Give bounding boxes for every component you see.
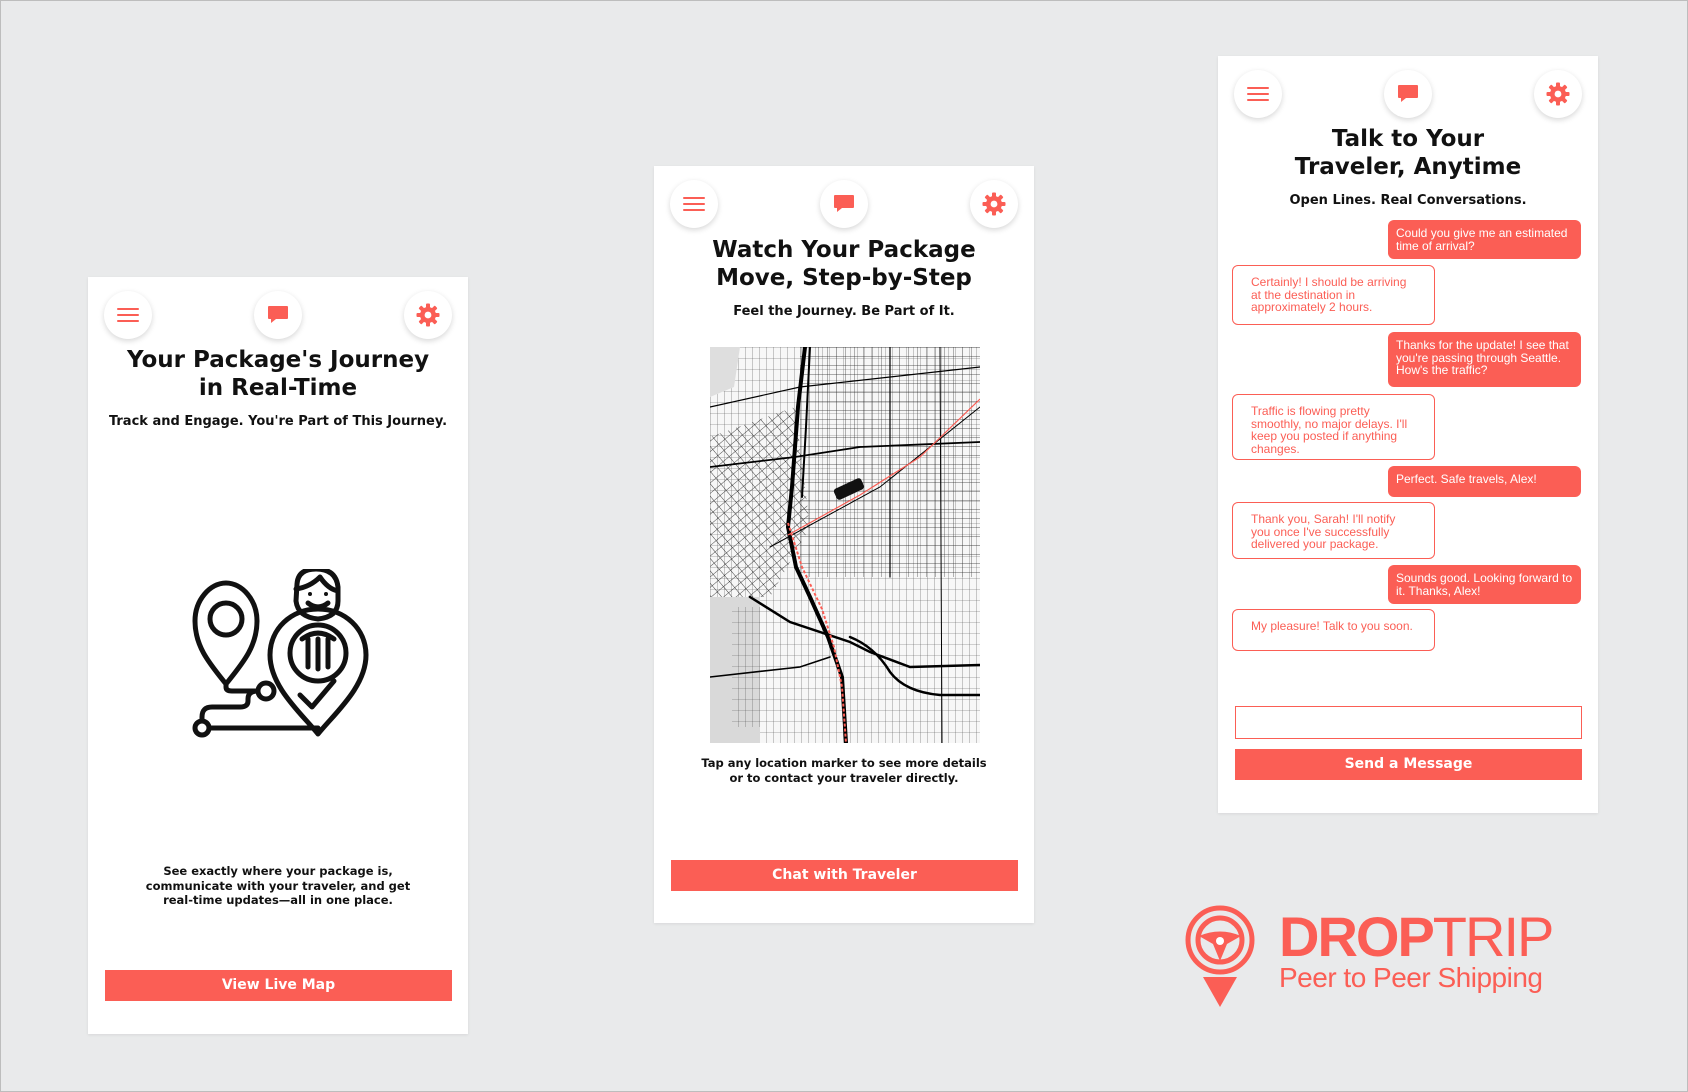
gear-icon	[416, 303, 440, 327]
chat-bubble-icon	[1397, 84, 1419, 104]
page-title	[664, 236, 1024, 292]
page-subtitle: Feel the Journey. Be Part of It.	[733, 304, 955, 319]
title-line-1: Your Package's Journey	[126, 347, 430, 373]
message-incoming[interactable]: My pleasure! Talk to you soon.	[1232, 609, 1435, 651]
map-hint	[694, 756, 994, 785]
message-outgoing[interactable]: Could you give me an estimated time of arrival?	[1388, 220, 1581, 259]
menu-button[interactable]	[1234, 70, 1282, 118]
page-subtitle: Open Lines. Real Conversations.	[1289, 193, 1527, 208]
hamburger-icon	[117, 307, 139, 323]
message-input[interactable]	[1235, 706, 1582, 739]
message-outgoing[interactable]: Perfect. Safe travels, Alex!	[1388, 466, 1581, 497]
screen-journey	[88, 277, 468, 1034]
title-line-2: Traveler, Anytime	[1294, 154, 1522, 180]
description-line: See exactly where your package is,	[163, 864, 393, 878]
screen-tracking-map	[654, 166, 1034, 923]
hamburger-icon	[683, 196, 705, 212]
top-bar	[88, 277, 468, 357]
page-subtitle: Track and Engage. You're Part of This Journey.	[108, 414, 448, 429]
settings-button[interactable]	[1534, 70, 1582, 118]
title-line-2: in Real-Time	[198, 375, 358, 401]
chat-button[interactable]	[820, 180, 868, 228]
chat-bubble-icon	[267, 305, 289, 325]
brand-word-light: TRIP	[1432, 905, 1553, 968]
gear-icon	[1546, 82, 1570, 106]
send-message-button[interactable]: Send a Message	[1235, 749, 1582, 780]
settings-button[interactable]	[970, 180, 1018, 228]
description	[128, 864, 428, 908]
menu-button[interactable]	[104, 291, 152, 339]
live-map[interactable]	[710, 347, 980, 743]
title-line-2: Move, Step-by-Step	[716, 265, 972, 291]
screen-chat	[1218, 56, 1598, 813]
journey-illustration	[190, 569, 370, 749]
page-title	[98, 346, 458, 402]
map-hint-line: Tap any location marker to see more details	[701, 756, 987, 770]
message-outgoing[interactable]: Thanks for the update! I see that you're passing through Seattle. How's the traffic?	[1388, 332, 1581, 387]
chat-bubble-icon	[833, 194, 855, 214]
brand-wordmark	[1279, 905, 1553, 968]
steering-pin-icon	[1183, 903, 1257, 1011]
top-bar	[1218, 56, 1598, 136]
hamburger-icon	[1247, 86, 1269, 102]
settings-button[interactable]	[404, 291, 452, 339]
message-incoming[interactable]: Traffic is flowing pretty smoothly, no major delays. I'll keep you posted if anything changes.	[1232, 394, 1435, 460]
description-line: real-time updates—all in one place.	[163, 893, 393, 907]
top-bar	[654, 166, 1034, 246]
map-hint-line: or to contact your traveler directly.	[729, 770, 959, 785]
chat-with-traveler-button[interactable]: Chat with Traveler	[671, 860, 1018, 891]
view-live-map-button[interactable]: View Live Map	[105, 970, 452, 1001]
droptrip-logo	[1183, 903, 1553, 1013]
gear-icon	[982, 192, 1006, 216]
description-line: communicate with your traveler, and get	[145, 878, 411, 893]
message-outgoing[interactable]: Sounds good. Looking forward to it. Thanks, Alex!	[1388, 565, 1581, 604]
message-incoming[interactable]: Thank you, Sarah! I'll notify you once I've successfully delivered your package.	[1232, 502, 1435, 559]
brand-word-bold: DROP	[1279, 905, 1433, 968]
chat-button[interactable]	[1384, 70, 1432, 118]
menu-button[interactable]	[670, 180, 718, 228]
message-incoming[interactable]: Certainly! I should be arriving at the destination in approximately 2 hours.	[1232, 265, 1435, 325]
title-line-1: Talk to Your	[1331, 126, 1485, 152]
chat-button[interactable]	[254, 291, 302, 339]
title-line-1: Watch Your Package	[712, 237, 976, 263]
page-title	[1228, 125, 1588, 181]
brand-tagline: Peer to Peer Shipping	[1279, 962, 1543, 993]
